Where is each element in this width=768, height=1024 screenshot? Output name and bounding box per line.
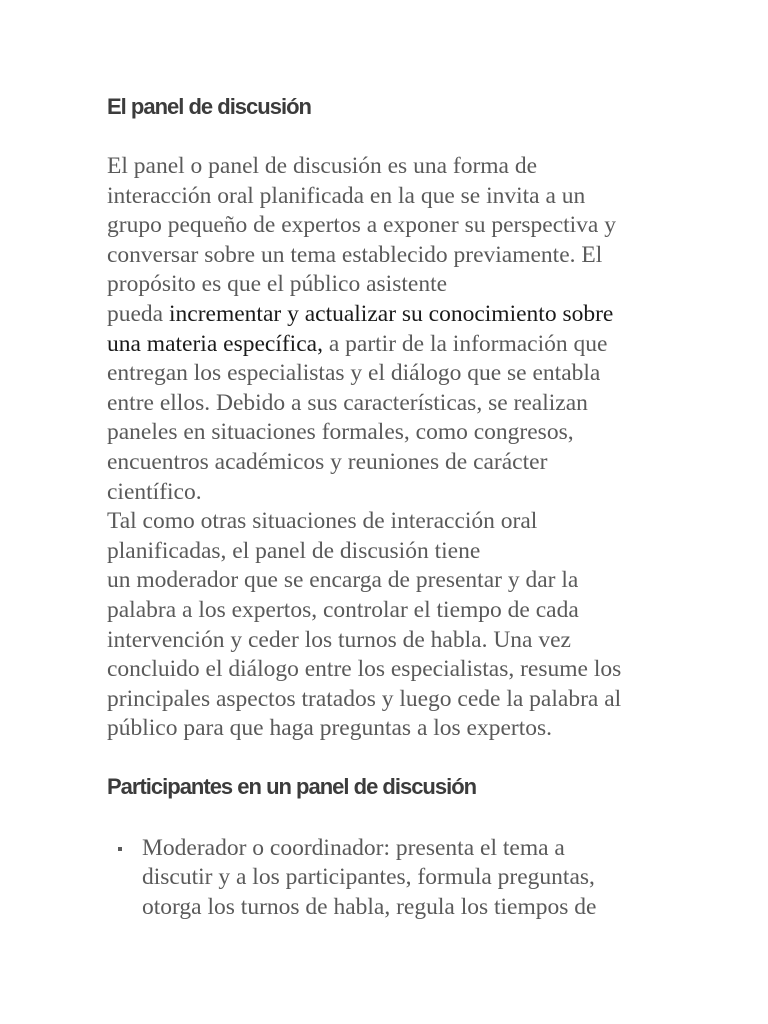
text-segment: pueda bbox=[107, 300, 169, 327]
text-line bbox=[107, 300, 667, 330]
text-line: discutir y a los participantes, formula preguntas, bbox=[142, 864, 595, 891]
section-subtitle: Participantes en un panel de discusión bbox=[107, 773, 477, 799]
text-line: grupo pequeño de expertos a exponer su perspectiva y bbox=[107, 212, 616, 239]
text-line: planificadas, el panel de discusión tiene bbox=[107, 537, 481, 564]
paragraph-moderator bbox=[107, 507, 667, 744]
page-title: El panel de discusión bbox=[107, 94, 311, 119]
text-line: intervención y ceder los turnos de habla. Una vez bbox=[107, 626, 571, 653]
bullet-square-icon bbox=[118, 847, 122, 851]
text-line: entre ellos. Debido a sus características, se realizan bbox=[107, 389, 588, 416]
text-line: Moderador o coordinador: presenta el tema a bbox=[142, 834, 565, 861]
text-line: conversar sobre un tema establecido previamente. El bbox=[107, 241, 603, 268]
text-line bbox=[107, 330, 667, 360]
text-line: concluido el diálogo entre los especialistas, resume los bbox=[107, 656, 622, 683]
text-line: entregan los especialistas y el diálogo que se entabla bbox=[107, 360, 601, 387]
text-line: otorga los turnos de habla, regula los tiempos de bbox=[142, 894, 597, 921]
text-line: un moderador que se encarga de presentar y dar la bbox=[107, 567, 579, 594]
text-line: Tal como otras situaciones de interacción oral bbox=[107, 508, 538, 535]
participants-list bbox=[107, 834, 667, 923]
text-line: propósito es que el público asistente bbox=[107, 271, 448, 298]
emphasis-text: una materia específica, bbox=[107, 330, 323, 357]
text-line: El panel o panel de discusión es una forma de bbox=[107, 153, 538, 179]
text-line: público para que haga preguntas a los expertos. bbox=[107, 715, 553, 742]
text-line: científico. bbox=[107, 478, 202, 505]
emphasis-text: incrementar y actualizar su conocimiento sobre bbox=[169, 300, 614, 327]
text-line: interacción oral planificada en la que se invita a un bbox=[107, 182, 586, 209]
text-segment: a partir de la información que bbox=[322, 330, 608, 357]
paragraph-intro bbox=[107, 152, 667, 507]
text-line: encuentros académicos y reuniones de carácter bbox=[107, 448, 548, 475]
list-item bbox=[107, 834, 667, 923]
text-line: principales aspectos tratados y luego cede la palabra al bbox=[107, 685, 622, 712]
text-line: palabra a los expertos, controlar el tiempo de cada bbox=[107, 596, 579, 623]
text-line: paneles en situaciones formales, como congresos, bbox=[107, 419, 574, 446]
document-page bbox=[107, 92, 667, 923]
